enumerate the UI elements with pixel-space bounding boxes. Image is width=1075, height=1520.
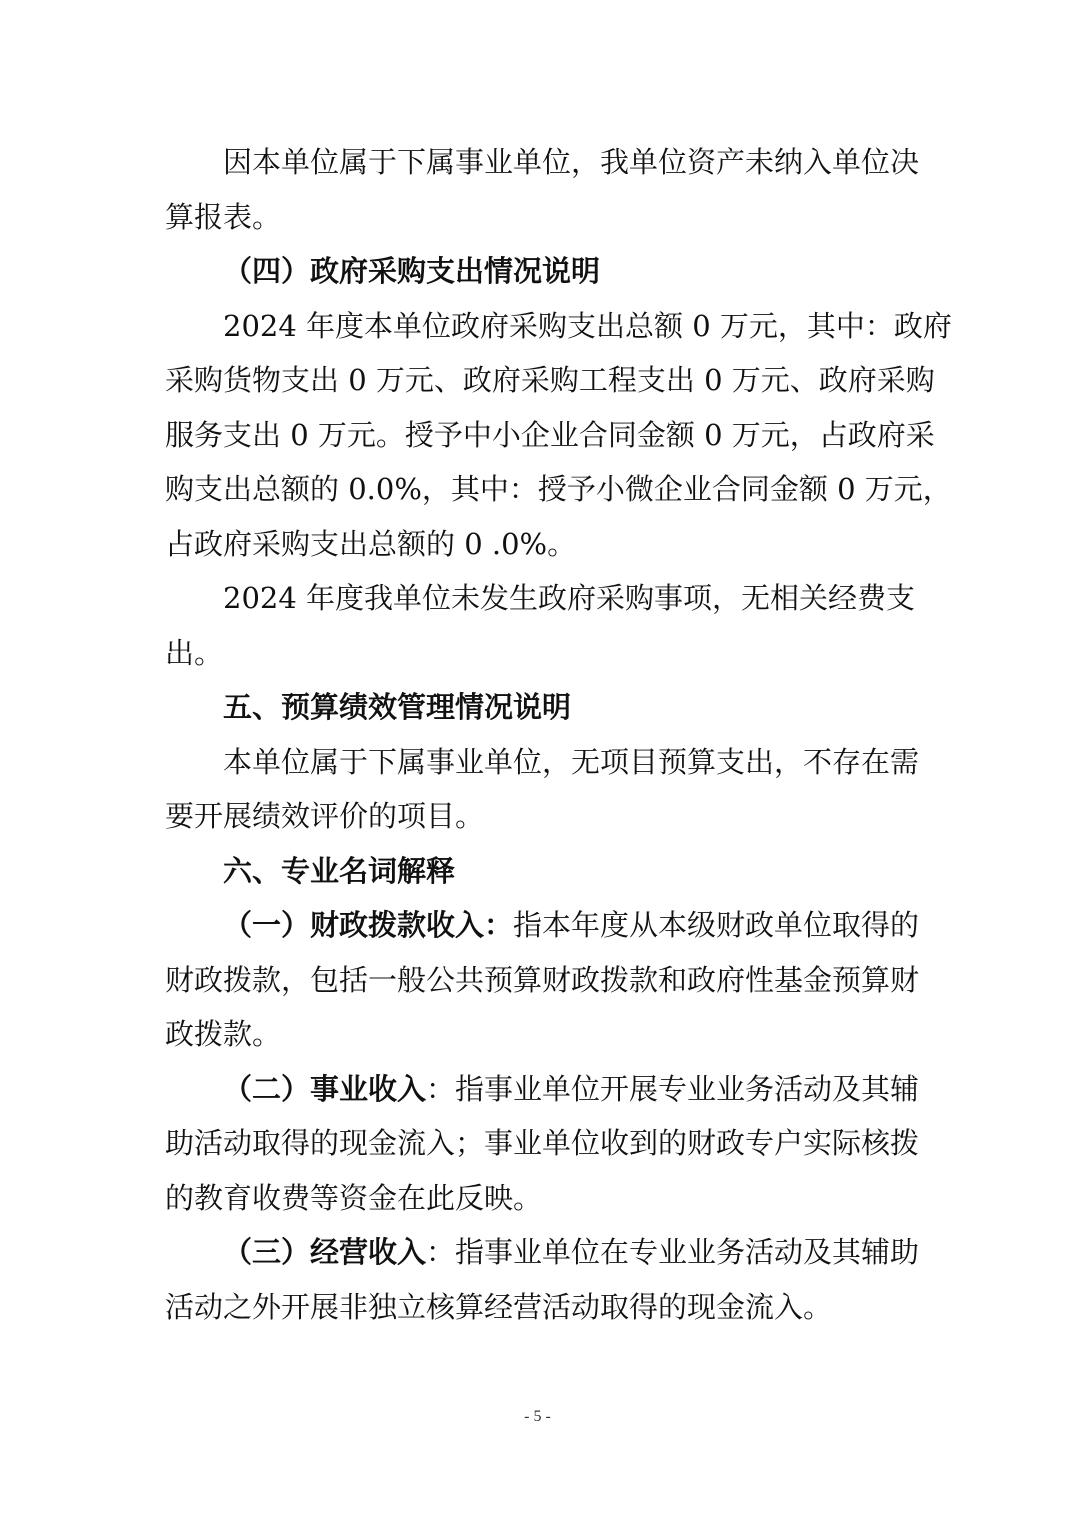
line-text: 算报表。 xyxy=(165,199,282,234)
line-text: ：指事业单位开展专业业务活动及其辅 xyxy=(426,1071,920,1106)
paragraph xyxy=(165,571,916,680)
line-text: 2024 年度我单位未发生政府采购事项，无相关经费支 xyxy=(223,581,916,615)
paragraph xyxy=(165,135,920,244)
line-text: 的教育收费等资金在此反映。 xyxy=(165,1180,543,1215)
line-text: 要开展绩效评价的项目。 xyxy=(165,799,485,833)
text-line xyxy=(165,517,911,572)
text-line xyxy=(165,299,952,354)
text-line xyxy=(165,898,920,953)
document-body xyxy=(165,135,952,1334)
text-line xyxy=(165,1007,911,1062)
text-line xyxy=(165,789,911,844)
text-line xyxy=(165,408,935,463)
paragraph xyxy=(165,735,920,844)
line-text: 助活动取得的现金流入；事业单位收到的财政专户实际核拨 xyxy=(165,1126,920,1160)
text-line xyxy=(165,1171,911,1226)
text-line xyxy=(165,462,952,517)
text-line xyxy=(165,190,911,245)
text-line xyxy=(165,353,935,408)
paragraph xyxy=(165,1062,920,1226)
term-label: （二）事业收入 xyxy=(223,1071,427,1106)
line-text: 财政拨款，包括一般公共预算财政拨款和政府性基金预算财 xyxy=(165,962,920,997)
section-heading xyxy=(165,680,911,735)
line-text: 采购货物支出 0 万元、政府采购工程支出 0 万元、政府采购 xyxy=(165,363,935,397)
heading-text: 六、专业名词解释 xyxy=(223,853,456,888)
text-line xyxy=(165,135,920,190)
line-text: 本单位属于下属事业单位，无项目预算支出，不存在需 xyxy=(223,744,920,779)
term-label: （一）财政拨款收入： xyxy=(223,908,514,942)
text-line xyxy=(165,1062,920,1117)
paragraph xyxy=(165,1225,920,1334)
line-text: 出。 xyxy=(165,635,224,670)
section-heading xyxy=(165,844,911,899)
line-text: 指本年度从本级财政单位取得的 xyxy=(513,908,920,942)
line-text: ：指事业单位在专业业务活动及其辅助 xyxy=(426,1235,920,1269)
line-text: 占政府采购支出总额的 0 .0%。 xyxy=(165,526,577,561)
paragraph xyxy=(165,299,952,572)
text-line xyxy=(165,1116,920,1171)
line-text: 服务支出 0 万元。授予中小企业合同金额 0 万元，占政府采 xyxy=(165,417,935,452)
line-text: 2024 年度本单位政府采购支出总额 0 万元，其中：政府 xyxy=(223,308,952,343)
heading-text: （四）政府采购支出情况说明 xyxy=(223,254,601,288)
heading-text: 五、预算绩效管理情况说明 xyxy=(223,690,572,724)
text-line xyxy=(165,1225,920,1280)
text-line xyxy=(165,1280,911,1335)
text-line xyxy=(165,626,911,681)
term-label: （三）经营收入 xyxy=(223,1235,427,1269)
text-line xyxy=(165,735,920,790)
section-heading xyxy=(165,244,911,299)
text-line xyxy=(165,953,920,1008)
line-text: 因本单位属于下属事业单位，我单位资产未纳入单位决 xyxy=(223,145,920,179)
page-number: - 5 - xyxy=(524,1408,551,1425)
text-line xyxy=(165,571,916,626)
line-text: 政拨款。 xyxy=(165,1017,282,1051)
line-text: 活动之外开展非独立核算经营活动取得的现金流入。 xyxy=(165,1289,833,1324)
line-text: 购支出总额的 0.0%，其中：授予小微企业合同金额 0 万元， xyxy=(165,472,952,506)
paragraph xyxy=(165,898,920,1062)
